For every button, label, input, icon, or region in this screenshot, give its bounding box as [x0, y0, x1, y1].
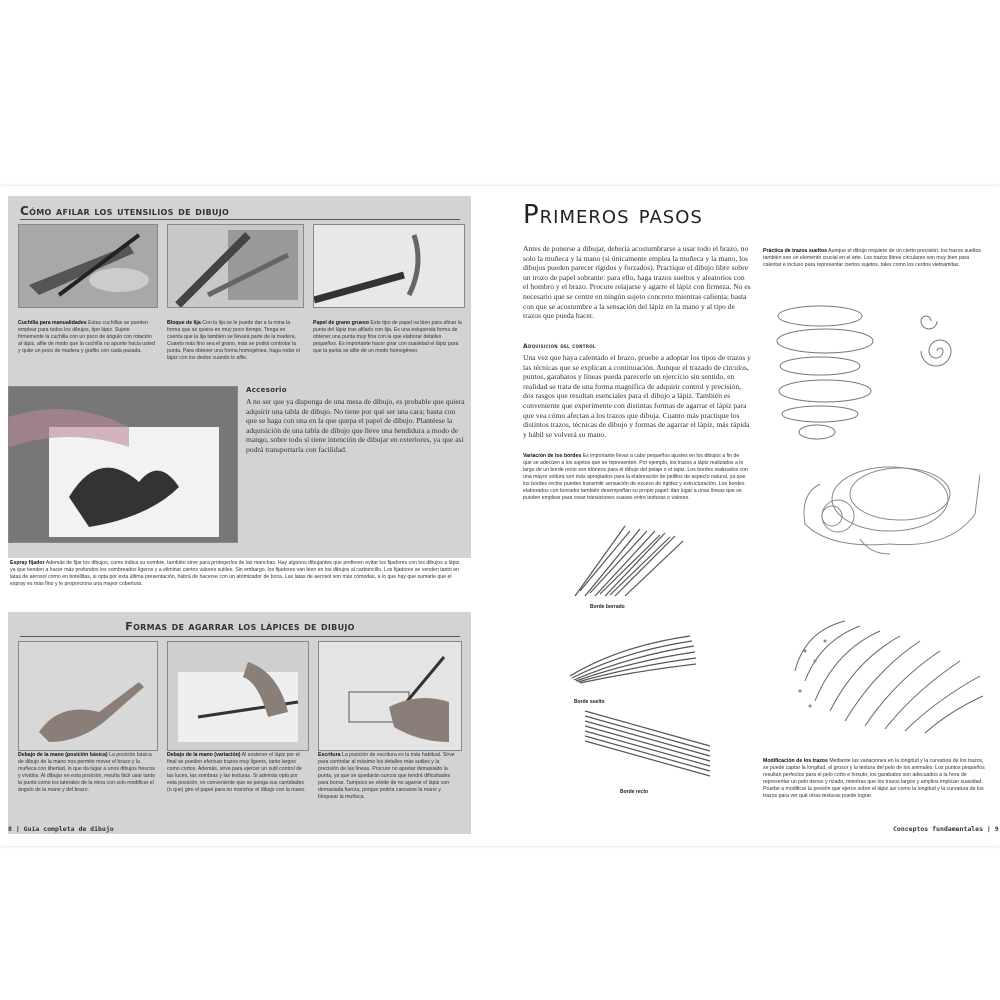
practice-caption — [763, 248, 985, 269]
stroke-sample-straight — [580, 706, 715, 781]
caption-grip-variation-title: Debajo de la mano (variación) — [167, 752, 241, 758]
control-text: Una vez que haya calentado el brazo, pruebe a adoptar los tipos de trazos y las técnicas que se explican a continuación. Aunque el trazado de círculos, puntos, garabatos y líneas pueda parecerle un ejercicio sin sentido, en realidad se trata de una forma magnífica de adquirir control y precisión, dos rasgos que resultan esenciales para el dibujo a lápiz. También es conveniente que experimente con distintas formas de agarrar el lápiz para que vea cómo afectan a los trazos que dibuja. Cuanto más practique los distintos trazos, técnicas de dibujo y formas de agarrar el lápiz, más rápida y hábil se volverá su mano. — [523, 353, 751, 439]
edges-title: Variación de los bordes — [523, 453, 582, 459]
circles-sketch — [765, 296, 985, 446]
photo-cutter — [18, 224, 158, 308]
practice-text: Aunque el dibujo requiere de un cierto precisión, los trazos sueltos también son un elemento crucial en el arte. Los trazos libres circulares son muy bien para calentar e incluso para representar ciertos sujetos, tales como los cerdos vietnamitas. — [763, 248, 982, 268]
footer-left: 8 | Guía completa de dibujo — [8, 825, 114, 833]
caption-grip-writing-text: La posición de escritura es la más habitual. Sirve para controlar al máximo los detalles más sutiles y la precisión de las líneas. Procure no apretar demasiado la punta, ya que se quedarán surcos que tendrá dificultades para borrar. Tampoco se olvide de no agarrar el lápiz con demasiada fuerza, porque podría cansarse la mano y bloquear la muñeca. — [318, 752, 455, 800]
accessory-title: Accesorio — [246, 386, 287, 394]
photo-drawing-board — [8, 386, 238, 543]
photo-coarse-paper — [313, 224, 465, 308]
edges-caption — [523, 453, 749, 502]
caption-grip-basic-title: Debajo de la mano (posición básica) — [18, 752, 108, 758]
label-erased-edge: Borde borrado — [590, 604, 625, 610]
accessory-text: A no ser que ya disponga de una mesa de dibujo, es probable que quiera adquirir una tabla de dibujo. No tiene por qué ser una cara; basta con que se haga con una en la que quepa el papel de dibujo. Plantéese la adquisición de una tabla de dibujo que lleve una hendidura a modo de mango, sobre todo si tiene intención de dibujar en exteriores, ya que así podrá transportarla con facilidad. — [246, 397, 465, 454]
caption-grip-basic — [18, 752, 156, 794]
section-title-grips: Formas de agarrar los lápices de dibujo — [125, 620, 355, 633]
caption-coarse-paper-text: Este tipo de papel va bien para afinar la punta del lápiz tras afilarlo con lija. Es una estupenda forma de obtener una punta muy fina con la que elaborar detalles pequeños. Es importante hacer girar con suavidad el lápiz para que la punta se afile de un modo homogéneo. — [313, 320, 462, 354]
footer-right: Conceptos fundamentales | 9 — [893, 825, 999, 833]
photo-grip-writing — [318, 641, 462, 751]
pig-sketch — [790, 454, 980, 564]
spray-text: Además de fijar los dibujos, como indica su nombre, también sirve para protegerlos de las manchas. Hay algunos dibujantes que prefieren evitar los fijadores con los dibujos a lápiz, ya que tienden a hacer más profundos los sombreados ligeros y a eliminar ciertos valores sutiles. Sin embargo, los fijadores van bien en los dibujos al carboncillo. Los fijadores se venden tanto en latas de aerosol como en botellitas, si opta por esta última presentación, habrá de hacerse con un atomizador de boca. Las latas de aerosol son más cómodas, a lo que hay que sumarle que el espray es más fino y le proporciona una mayor cobertura. — [10, 560, 461, 587]
caption-sandpaper-text: Con la lija se le puede dar a la mina la forma que se quiera en muy poco tiempo. Tenga en cuenta que la lija también se llevará parte de la madera. Cuanto más fino sea el grano, más se podrá controlar la punta. Para obtener una forma homogénea, haga rodar el lápiz con los dedos cuando lo afile. — [167, 320, 300, 361]
control-title: Adquisición del control — [523, 343, 596, 350]
caption-coarse-paper-title: Papel de grano grueso — [313, 320, 369, 326]
edges-text: Es importante llevar a cabo pequeños ajustes en los dibujos a fin de que se adecúen a los sujetos que se representen. Por ejemplo, los trazos a lápiz realizados a lo largo de un borde recto son idóneos para el dibujo del pelaje o el tapiz. Los bordes realizados con una mayor soltura son más apropiados para la elaboración de pelillos de aspecto natural, ya que los bordes rectos pueden transmitir sensación de exceso de rigidez y estructuración. Los bordes elaborados con borrador también desempeñan su propio papel: dan lugar a unas líneas que se pueden emplear para crear transiciones suaves entre texturas o valores. — [523, 453, 748, 501]
texture-sketch — [785, 611, 985, 736]
grips-rule — [20, 636, 460, 637]
caption-cutter-title: Cuchilla para manualidades — [18, 320, 87, 326]
caption-cutter — [18, 320, 156, 355]
label-straight-edge: Borde recto — [620, 789, 649, 795]
spray-title: Espray fijador — [10, 560, 45, 566]
section-title-sharpening: Cómo afilar los utensilios de dibujo — [20, 204, 230, 218]
stroke-sample-erased — [565, 521, 695, 601]
label-loose-edge: Borde suelto — [574, 699, 605, 705]
practice-title: Práctica de trazos sueltos — [763, 248, 828, 254]
caption-cutter-text: Estas cuchillas se pueden emplear para todos los dibujos, tipo lápiz. Sujete firmemente la cuchilla con un poco de ángulo con rotación al lápiz, afile de modo que la cuchilla no apunte hacia usted y quite un poco de madera y grafito con cada pasada. — [18, 320, 155, 354]
page-title: Primeros pasos — [523, 200, 703, 230]
spray-caption — [10, 560, 466, 588]
title-rule — [20, 219, 460, 220]
caption-sandpaper — [167, 320, 302, 362]
caption-grip-variation — [167, 752, 307, 794]
intro-text: Antes de ponerse a dibujar, debería acostumbrarse a usar todo el brazo, no solo la muñeca y la mano (si únicamente emplea la muñeca y la mano, los dibujos pueden parecer rígidos y forzados). Practique el dibujo libre sobre un trozo de papel sobrante: para ello, haga trazos sueltos y aleatorios con el hombro y el brazo. Procure relajarse y agarre el lápiz con firmeza. No es necesario que se centre en ningún sujeto concreto mientras calienta; basta con que se acostumbre a la sensación del lápiz en la mano y al tipo de trazos que pueda hacer. — [523, 244, 751, 321]
stroke-sample-loose — [560, 626, 700, 686]
caption-grip-writing — [318, 752, 460, 801]
book-spread — [0, 186, 1000, 846]
modification-title: Modificación de los trazos — [763, 758, 828, 764]
caption-grip-writing-title: Escritura — [318, 752, 341, 758]
photo-grip-variation — [167, 641, 309, 751]
modification-caption — [763, 758, 985, 800]
photo-grip-basic — [18, 641, 158, 751]
caption-coarse-paper — [313, 320, 463, 355]
modification-text: Mediante las variaciones en la longitud y la curvatura de los trazos, se puede captar la longitud, el grosor y la textura del pelo de los animales. Los puntos pequeños resultan perfectos para el pelo corto e hirsuto; los garabatos son adecuados a la hora de representar un pelo denso y rizado, mientras que los trazos largos y amplios implican suavidad. Pruebe a modificar la presión que ejerce sobre el lápiz así como la longitud y la curvatura de los trazos para ver qué otras texturas puede lograr. — [763, 758, 985, 799]
caption-sandpaper-title: Bloque de lija — [167, 320, 201, 326]
caption-grip-basic-text: La posición básica de dibujo de la mano nos permite mover el brazo y la muñeca con libertad, lo que da lugar a unos dibujos frescos y vívidos. Al dibujar en esta posición, resulta fácil usar tanto la punta como los laterales de la mina con solo modificar el ángulo de la mano y del brazo. — [18, 752, 155, 793]
caption-grip-variation-text: Al sostener el lápiz por el final se pueden efectuar trazos muy ligeros, tanto largos como cortos. Además, sirve para ejercer un sutil control de las luces, las sombras y las texturas. Si además opta por esta posición, es conveniente que se ponga sus cantidades (o que) gire el papel para no manchar el dibujo con la mano. — [167, 752, 306, 793]
photo-sandpaper — [167, 224, 304, 308]
